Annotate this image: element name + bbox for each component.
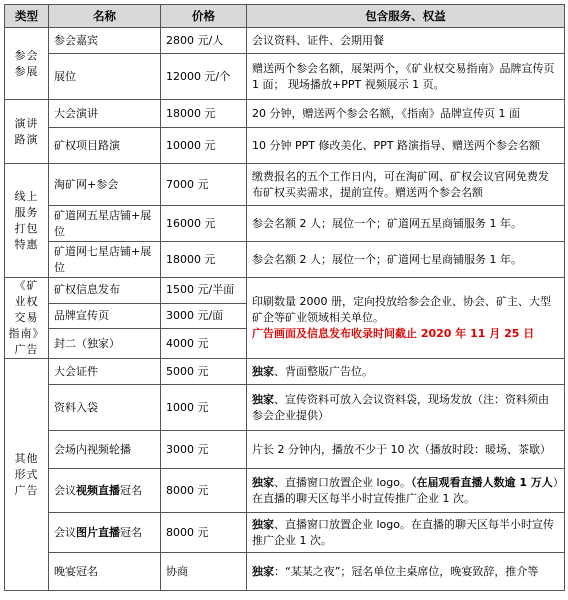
item-price: 8000 元 <box>161 513 247 553</box>
guide-deadline: 广告画面及信息发布收录时间截止 2020 年 11 月 25 日 <box>252 327 535 340</box>
item-price: 1500 元/半面 <box>161 278 247 304</box>
item-price: 4000 元 <box>161 329 247 359</box>
item-name <box>49 513 161 553</box>
name-prefix: 会议 <box>54 525 76 539</box>
item-name: 矿权信息发布 <box>49 278 161 304</box>
item-name: 参会嘉宾 <box>49 28 161 54</box>
item-desc: 参会名额 2 人；展位一个；矿道网五星商铺服务 1 年。 <box>247 206 565 242</box>
item-desc-text: 、宣传资料可放入会议资料袋，现场发放（注：资料须由参会企业提供） <box>252 392 549 422</box>
table-row <box>5 469 565 513</box>
item-desc-text: 、直播窗口放置企业 logo。在直播的聊天区每半小时宣传推广企业 1 次。 <box>252 517 554 547</box>
item-desc-text-2: ）在直播的聊天区每半小时宣传推广企业 1 次。 <box>252 475 559 505</box>
item-price: 12000 元/个 <box>161 54 247 100</box>
header-price: 价格 <box>161 5 247 28</box>
item-price: 10000 元 <box>161 128 247 164</box>
item-desc: 赠送两个参会名额，展架两个，《矿业权交易指南》品牌宣传页 1 面； 现场播放+PPT 视频展示 1 页。 <box>247 54 565 100</box>
header-services: 包含服务、权益 <box>247 5 565 28</box>
item-price: 协商 <box>161 553 247 591</box>
item-desc-text: ：“某某之夜”；冠名单位主桌席位，晚宴致辞，推介等 <box>274 564 539 578</box>
item-price: 16000 元 <box>161 206 247 242</box>
table-row <box>5 513 565 553</box>
exclusive-label: 独家 <box>252 475 274 489</box>
exclusive-label: 独家 <box>252 564 274 578</box>
viewers-highlight: 在届观看直播人数逾 1 万人 <box>416 475 553 489</box>
table-row <box>5 359 565 385</box>
guide-desc-cell <box>247 278 565 359</box>
item-price: 2800 元/人 <box>161 28 247 54</box>
item-name: 矿道网七星店铺+展位 <box>49 242 161 278</box>
item-name: 大会演讲 <box>49 100 161 128</box>
exclusive-label: 独家 <box>252 392 274 406</box>
exclusive-label: 独家 <box>252 364 274 378</box>
item-desc <box>247 385 565 431</box>
name-highlight: 图片直播 <box>76 525 120 539</box>
exclusive-label: 独家 <box>252 517 274 531</box>
item-name: 大会证件 <box>49 359 161 385</box>
item-name: 会场内视频轮播 <box>49 431 161 469</box>
section-label: 线上 服务 打包 特惠 <box>5 164 49 278</box>
item-desc: 参会名额 2 人；展位一个；矿道网七星商铺服务 1 年。 <box>247 242 565 278</box>
item-desc <box>247 359 565 385</box>
item-name <box>49 469 161 513</box>
item-desc: 10 分钟 PPT 修改美化、PPT 路演指导、赠送两个参会名额 <box>247 128 565 164</box>
name-prefix: 会议 <box>54 483 76 497</box>
item-price: 8000 元 <box>161 469 247 513</box>
item-price: 3000 元/面 <box>161 303 247 329</box>
table-row <box>5 128 565 164</box>
table-row <box>5 242 565 278</box>
item-price: 5000 元 <box>161 359 247 385</box>
item-desc <box>247 513 565 553</box>
price-table-container <box>4 4 565 591</box>
item-price: 7000 元 <box>161 164 247 206</box>
table-row <box>5 206 565 242</box>
section-label: 《矿 业权 交易 指南》 广告 <box>5 278 49 359</box>
table-row <box>5 385 565 431</box>
section-label: 其他 形式 广告 <box>5 359 49 591</box>
header-name: 名称 <box>49 5 161 28</box>
item-desc-text: 、直播窗口放置企业 logo。 <box>274 475 411 489</box>
table-row <box>5 100 565 128</box>
item-desc <box>247 469 565 513</box>
item-desc: 缴费报名的五个工作日内，可在淘矿网、矿权会议官网免费发布矿权买卖需求，提前宣传。赠送两个参会名额 <box>247 164 565 206</box>
item-name: 矿权项目路演 <box>49 128 161 164</box>
table-row <box>5 278 565 304</box>
item-desc-text: 、背面整版广告位。 <box>274 364 373 378</box>
table-row <box>5 431 565 469</box>
item-price: 1000 元 <box>161 385 247 431</box>
name-suffix: 冠名 <box>120 483 142 497</box>
item-desc-paren: （ <box>411 475 417 489</box>
item-desc: 会议资料、证件、会期用餐 <box>247 28 565 54</box>
item-name: 矿道网五星店铺+展位 <box>49 206 161 242</box>
name-suffix: 冠名 <box>120 525 142 539</box>
item-name: 淘矿网+参会 <box>49 164 161 206</box>
header-row <box>5 5 565 28</box>
item-price: 18000 元 <box>161 100 247 128</box>
table-row <box>5 54 565 100</box>
item-name: 品牌宣传页 <box>49 303 161 329</box>
item-desc: 20 分钟，赠送两个参会名额，《指南》品牌宣传页 1 面 <box>247 100 565 128</box>
item-desc <box>247 553 565 591</box>
item-name: 封二（独家） <box>49 329 161 359</box>
item-desc: 片长 2 分钟内，播放不少于 10 次（播放时段：暖场、茶歇） <box>247 431 565 469</box>
name-highlight: 视频直播 <box>76 483 120 497</box>
table-row <box>5 28 565 54</box>
section-label: 演讲 路演 <box>5 100 49 164</box>
item-price: 3000 元 <box>161 431 247 469</box>
header-type: 类型 <box>5 5 49 28</box>
table-row <box>5 164 565 206</box>
item-name: 展位 <box>49 54 161 100</box>
table-row <box>5 553 565 591</box>
section-label: 参会 参展 <box>5 28 49 100</box>
item-name: 资料入袋 <box>49 385 161 431</box>
guide-desc: 印刷数量 2000 册，定向投放给参会企业、协会、矿主、大型矿企等矿业领域相关单位。 <box>252 295 551 324</box>
item-price: 18000 元 <box>161 242 247 278</box>
item-name: 晚宴冠名 <box>49 553 161 591</box>
price-table <box>4 4 565 591</box>
